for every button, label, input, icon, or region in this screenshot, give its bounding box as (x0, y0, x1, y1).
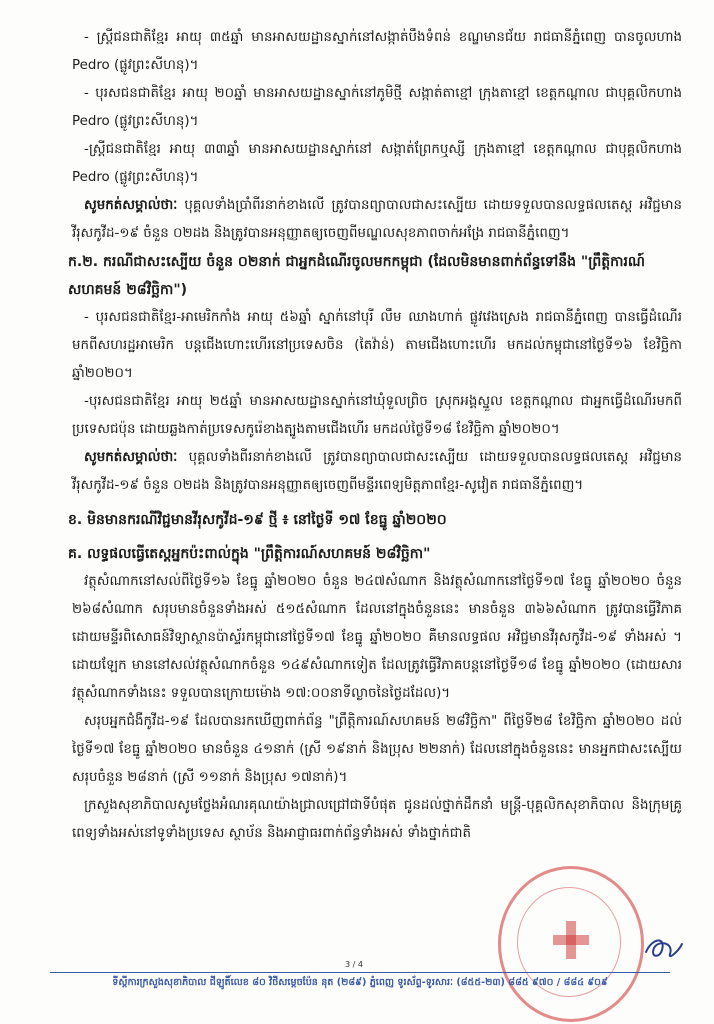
paragraph-case-man-20: - បុរសជនជាតិខ្មែរ អាយុ ២០ឆ្នាំ មានអាសយដ្ឋានស្នាក់នៅភូមិថ្មី សង្កាត់តាខ្មៅ ក្រុងតាខ្មៅ ខេត្តកណ្ដាល ជាបុគ្គលិកហាង Pedro (ផ្លូវព្រះសីហនុ)។ (72, 86, 682, 129)
footer-divider (50, 972, 670, 973)
heading-section-k: គ. លទ្ធផលធ្វើតេស្តអ្នកប៉ះពាល់ក្នុង "ព្រឹត្តិការណ៍សហគមន៍ ២៨វិច្ឆិកា" (68, 546, 431, 562)
paragraph-case-man-25: -បុរសជនជាតិខ្មែរ អាយុ ២៥ឆ្នាំ មានអាសយដ្ឋានស្នាក់នៅឃុំទួលព្រិច ស្រុកអង្គស្នួល ខេត្តកណ្ដាល ជាអ្នកធ្វើដំណើរមកពីប្រទេសជប៉ុន ដោយឆ្លងកាត់ប្រទេសកូរ៉េខាងត្បូងតាមជើងហើរ មកដល់ថ្ងៃទី១៨ ខែវិច្ឆិកា ឆ្នាំ២០២០។ (72, 394, 682, 437)
heading-section-k2: ក.២. ករណីជាសះស្បើយ ចំនួន ០២នាក់ ជាអ្នកដំណើរចូលមកកម្ពុជា (ដែលមិនមានពាក់ព័ន្ធទៅនឹង "ព្រឹត្តិការណ៍សហគមន៍ ២៨វិច្ឆិកា") (68, 254, 646, 298)
page-number: 3 / 4 (345, 960, 363, 969)
footer-address: ទីស្តីការក្រសួងសុខាភិបាល ជីឡូតិ៍លេខ ៨០ វិថីសម្ដេចប៉ែន នុត (២៨៩) ភ្នំពេញ ទូរស័ព្ទ-ទូរសារៈ (៨៥៥-២៣) ៨៨៥ ៩៧០ / ៨៨៤ ៩០៩ (112, 977, 608, 988)
paragraph-thanks: ក្រសួងសុខាភិបាលសូមថ្លែងអំណរគុណយ៉ាងជ្រាលជ្រៅជាទីបំផុត ជូនដល់ថ្នាក់ដឹកនាំ មន្ត្រី-បុគ្គលិកសុខាភិបាល និងក្រុមគ្រូពេទ្យទាំងអស់នៅទូទាំងប្រទេស ស្ថាប័ន និងអាជ្ញាធរពាក់ព័ន្ធទាំងអស់ ទាំងថ្នាក់ជាតិ (72, 798, 682, 841)
paragraph-case-man-56: - បុរសជនជាតិខ្មែរ-អាមេរិកកាំង អាយុ ៥៦ឆ្នាំ ស្នាក់នៅបុរី លឹម ឈាងហាក់ ផ្លូវវេងស្រេង រាជធានីភ្នំពេញ បានធ្វើដំណើរមកពីសហរដ្ឋអាមេរិក បន្តជើងហោះហើរនៅប្រទេសចិន (តៃវ៉ាន់) តាមជើងហោះហើរ មកដល់កម្ពុជានៅថ្ងៃទី១៦ ខែវិច្ឆិកា ឆ្នាំ២០២០។ (72, 310, 682, 381)
paragraph-note-seven-recovered (72, 192, 682, 248)
paragraph-case-woman-33: -ស្ត្រីជនជាតិខ្មែរ អាយុ ៣៣ឆ្នាំ មានអាសយដ្ឋានស្នាក់នៅ សង្កាត់ព្រែកឬស្សី ក្រុងតាខ្មៅ ខេត្តកណ្ដាល ជាបុគ្គលិកហាង Pedro (ផ្លូវព្រះសីហនុ)។ (72, 142, 682, 185)
note-lead: សូមកត់សម្គាល់ថាៈ (84, 450, 178, 465)
signature-icon (640, 930, 688, 964)
note-lead: សូមកត់សម្គាល់ថាៈ (84, 198, 178, 213)
heading-section-kh: ខ. មិនមានករណីវិជ្ជមានវីរុសកូវីដ-១៩ ថ្មី ៖ នៅថ្ងៃទី ១៧ ខែធ្នូ ឆ្នាំ២០២០ (68, 512, 447, 528)
paragraph-total-cases: សរុបអ្នកជំងឺកូវីដ-១៩ ដែលបានរកឃើញពាក់ព័ន្ធ "ព្រឹត្តិការណ៍សហគមន៍ ២៨វិច្ឆិកា" ពីថ្ងៃទី២៨ ខែវិច្ឆិកា ឆ្នាំ២០២០ ដល់ថ្ងៃទី១៧ ខែធ្នូ ឆ្នាំ២០២០ មានចំនួន ៤១នាក់ (ស្រី ១៩នាក់ និងប្រុស ២២នាក់) ដែលនៅក្នុងចំនួននេះ មានអ្នកជាសះស្បើយ សរុបចំនួន ២៨នាក់ (ស្រី ១១នាក់ និងប្រុស ១៧នាក់)។ (72, 714, 682, 785)
note-text: បុគ្គលទាំងប្រាំពីរនាក់ខាងលើ ត្រូវបានព្យាបាលជាសះស្បើយ ដោយទទួលបានលទ្ធផលតេស្ត អវិជ្ជមានវីរុសកូវីដ-១៩ ចំនួន ០២ដង និងត្រូវបានអនុញ្ញាតឲ្យចេញពីមណ្ឌលសុខភាពចាក់អង្រែ រាជធានីភ្នំពេញ។ (72, 198, 682, 241)
official-seal-icon (498, 866, 644, 1022)
paragraph-note-two-recovered (72, 444, 682, 500)
note-text: បុគ្គលទាំងពីរនាក់ខាងលើ ត្រូវបានព្យាបាលជាសះស្បើយ ដោយទទួលបានលទ្ធផលតេស្ត អវិជ្ជមានវីរុសកូវីដ-១៩ ចំនួន ០២ដង និងត្រូវបានអនុញ្ញាតឲ្យចេញពីមន្ទីរពេទ្យមិត្តភាពខ្មែរ-សូវៀត រាជធានីភ្នំពេញ។ (72, 450, 682, 493)
document-body (68, 24, 682, 848)
paragraph-sample-results: វត្ថុសំណាកនៅសល់ពីថ្ងៃទី១៦ ខែធ្នូ ឆ្នាំ២០២០ ចំនួន ២៤៧សំណាក និងវត្ថុសំណាកនៅថ្ងៃទី១៧ ខែធ្នូ ឆ្នាំ២០២០ ចំនួន ២៦៨សំណាក សរុបមានចំនួនទាំងអស់ ៥១៥សំណាក ដែលនៅក្នុងចំនួននេះ មានចំនួន ៣៦៦សំណាក ត្រូវបានធ្វើវិភាគដោយមន្ទីរពិសោធន៍វិទ្យាស្ថានប៉ាស្ទ័រកម្ពុជានៅថ្ងៃទី១៧ ខែធ្នូ ឆ្នាំ២០២០ គឺមានលទ្ធផល អវិជ្ជមានវីរុសកូវីដ-១៩ ទាំងអស់ ។ ដោយឡែក មាននៅសល់វត្ថុសំណាកចំនួន ១៤៩សំណាកទៀត ដែលត្រូវធ្វើវិភាគបន្តនៅថ្ងៃទី១៨ ខែធ្នូ ឆ្នាំ២០២០ (ដោយសារវត្ថុសំណាកទាំងនេះ ទទួលបានក្រោយម៉ោង ១៧:០០នាទីល្ងាចនៃថ្ងៃដដែល)។ (72, 574, 682, 701)
paragraph-case-woman-35: - ស្ត្រីជនជាតិខ្មែរ អាយុ ៣៥ឆ្នាំ មានអាសយដ្ឋានស្នាក់នៅសង្កាត់បឹងទំពន់ ខណ្ឌមានជ័យ រាជធានីភ្នំពេញ បានចូលហាង Pedro (ផ្លូវព្រះសីហនុ)។ (72, 30, 682, 73)
seal-cross-icon (553, 917, 589, 963)
